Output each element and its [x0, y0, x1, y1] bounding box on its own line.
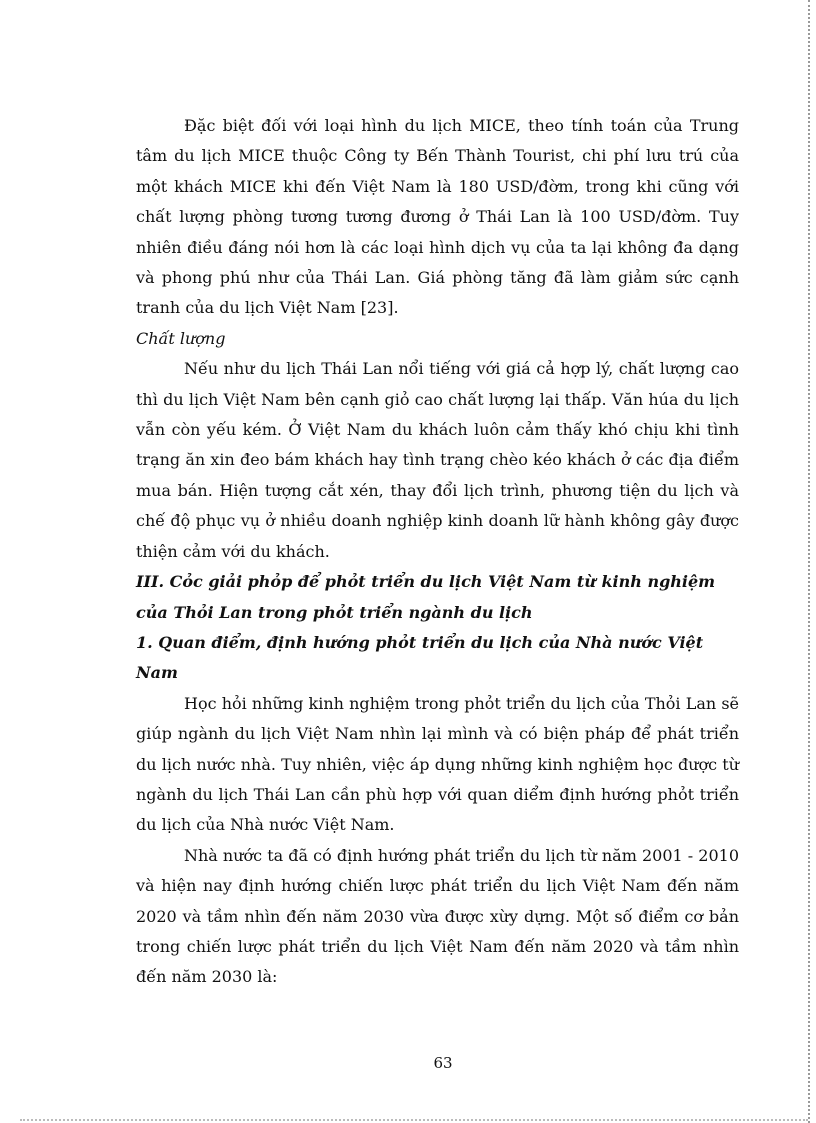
paragraph-learning: Học hỏi những kinh nghiệm trong phỏt triển du lịch của Thỏi Lan sẽ giúp ngành du lịch Việt Nam nhìn lại mình và có biện pháp để phát triển du lịch nước nhà. Tuy nhiên, việc áp dụng những kinh nghiệm học được từ ngành du lịch Thái Lan cần phù hợp với quan diểm định hướng phỏt triển du lịch của Nhà nước Việt Nam.: [136, 693, 739, 835]
page-edge-bottom: [20, 1119, 808, 1121]
subheading-quality: Chất lượng: [136, 328, 226, 348]
paragraph-quality: Nếu như du lịch Thái Lan nổi tiếng với giá cả hợp lý, chất lượng cao thì du lịch Việt Nam bên cạnh giỏ cao chất lượng lại thấp. Văn húa du lịch vẫn còn yếu kém. Ở Việt Nam du khách luôn cảm thấy khó chịu khi tình trạng ăn xin đeo bám khách hay tình trạng chèo kéo khách ở các địa điểm mua bán. Hiện tượng cắt xén, thay đổi lịch trình, phương tiện du lịch và chế độ phục vụ ở nhiều doanh nghiệp kinh doanh lữ hành không gây được thiện cảm với du khách.: [136, 359, 739, 561]
paragraph-strategy: Nhà nước ta đã có định hướng phát triển du lịch từ năm 2001 - 2010 và hiện nay định hướng chiến lược phát triển du lịch Việt Nam đến năm 2020 và tầm nhìn đến năm 2030 vừa được xừy dựng. Một số điểm cơ bản trong chiến lược phát triển du lịch Việt Nam đến năm 2020 và tầm nhìn đến năm 2030 là:: [136, 845, 739, 987]
section-heading-viewpoint: 1. Quan điểm, định hướng phỏt triển du lịch của Nhà nước Việt Nam: [136, 632, 704, 683]
section-heading-solutions: III. Cỏc giải phỏp để phỏt triển du lịch Việt Nam từ kinh nghiệm của Thỏi Lan trong phỏt triển ngành du lịch: [136, 572, 716, 622]
page-number: 63: [433, 1054, 453, 1072]
page-edge-right: [808, 0, 810, 1123]
document-body: [136, 111, 739, 993]
paragraph-mice-cost: Đặc biệt đối với loại hình du lịch MICE, theo tính toán của Trung tâm du lịch MICE thuộc Công ty Bến Thành Tourist, chi phí lưu trú của một khách MICE khi đến Việt Nam là 180 USD/đờm, trong khi cũng với chất lượng phòng tương tương đương ở Thái Lan là 100 USD/đờm. Tuy nhiên điều đáng nói hơn là các loại hình dịch vụ của ta lại không đa dạng và phong phú như của Thái Lan. Giá phòng tăng đã làm giảm sức cạnh tranh của du lịch Việt Nam [23].: [136, 116, 739, 318]
